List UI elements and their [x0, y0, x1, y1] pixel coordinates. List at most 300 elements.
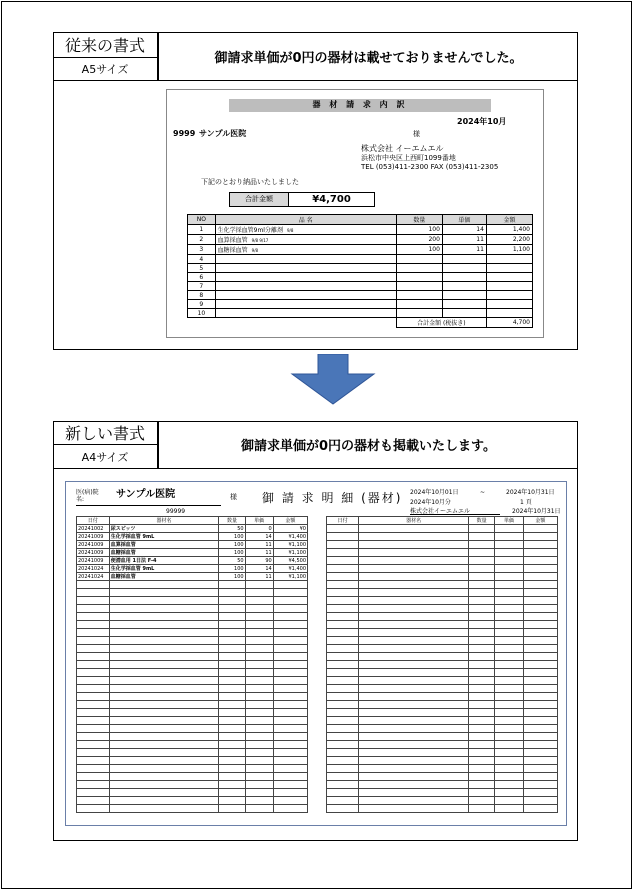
new-right-cell — [327, 525, 359, 533]
new-right-cell — [495, 765, 523, 773]
old-table-row — [188, 235, 533, 245]
new-right-cell — [468, 605, 494, 613]
new-left-table-row — [77, 693, 308, 701]
new-left-cell-date — [77, 757, 110, 765]
new-left-table-row — [77, 597, 308, 605]
new-right-cell — [468, 685, 494, 693]
new-right-cell — [495, 613, 523, 621]
new-items-table-right — [326, 516, 558, 813]
new-left-cell-name — [109, 749, 219, 757]
new-left-cell-name — [109, 805, 219, 813]
new-left-cell-price — [245, 741, 273, 749]
new-right-cell — [523, 605, 557, 613]
old-table-row — [188, 245, 533, 255]
old-subtotal-value: 4,700 — [486, 318, 532, 328]
new-right-cell — [495, 573, 523, 581]
new-right-cell — [327, 573, 359, 581]
new-left-cell-date — [77, 597, 110, 605]
new-right-cell — [468, 589, 494, 597]
new-left-cell-price — [245, 757, 273, 765]
new-left-cell-qty: 100 — [219, 533, 245, 541]
new-left-cell-price — [245, 805, 273, 813]
new-left-cell-date — [77, 805, 110, 813]
new-doc-title: 御 請 求 明 細 (器材) — [262, 491, 403, 505]
old-cell-qty: 100 — [396, 245, 442, 255]
new-left-cell-amount — [273, 765, 307, 773]
new-right-cell — [495, 605, 523, 613]
down-arrow-icon — [290, 354, 376, 406]
old-client-name: サンプル医院 — [199, 129, 247, 138]
new-left-cell-amount — [273, 749, 307, 757]
new-right-cell — [327, 669, 359, 677]
new-right-cell — [468, 597, 494, 605]
new-right-cell — [495, 637, 523, 645]
new-right-cell — [495, 549, 523, 557]
new-left-table-row — [77, 589, 308, 597]
new-left-table-row — [77, 685, 308, 693]
old-format-divider — [53, 80, 578, 81]
new-right-cell — [359, 757, 469, 765]
new-right-table-row — [327, 581, 558, 589]
old-company: 株式会社 イーエムエル — [361, 144, 444, 153]
new-left-cell-qty — [219, 757, 245, 765]
new-left-header — [77, 517, 308, 525]
new-left-cell-name — [109, 733, 219, 741]
new-right-cell — [523, 637, 557, 645]
new-left-cell-name — [109, 685, 219, 693]
new-left-cell-name — [109, 653, 219, 661]
new-right-cell — [468, 637, 494, 645]
new-right-cell — [327, 677, 359, 685]
new-right-cell — [327, 773, 359, 781]
new-left-cell-qty — [219, 653, 245, 661]
old-address: 浜松市中央区上西町1099番地 — [361, 154, 456, 162]
new-left-cell-amount — [273, 781, 307, 789]
new-left-cell-date — [77, 765, 110, 773]
new-left-table-row — [77, 669, 308, 677]
old-table-row — [188, 273, 533, 282]
new-right-table-row — [327, 653, 558, 661]
new-format-message: 御請求単価が0円の器材も掲載いたします。 — [158, 421, 578, 468]
new-right-table-row — [327, 733, 558, 741]
new-left-cell-name — [109, 725, 219, 733]
new-left-cell-name — [109, 693, 219, 701]
new-left-table-row — [77, 781, 308, 789]
new-left-table-row — [77, 789, 308, 797]
new-right-table-row — [327, 557, 558, 565]
new-left-cell-price — [245, 677, 273, 685]
new-company-underline — [410, 514, 500, 515]
new-left-cell-date — [77, 725, 110, 733]
new-right-cell — [468, 565, 494, 573]
new-left-table-row — [77, 773, 308, 781]
new-right-cell — [359, 565, 469, 573]
new-left-cell-price — [245, 589, 273, 597]
new-right-cell — [327, 749, 359, 757]
new-left-cell-date — [77, 653, 110, 661]
new-right-cell — [327, 757, 359, 765]
new-left-col-name: 器材名 — [109, 517, 219, 525]
old-tel-fax: TEL (053)411-2300 FAX (053)411-2305 — [361, 163, 499, 171]
new-right-cell — [327, 605, 359, 613]
old-cell-name — [215, 300, 396, 309]
new-right-cell — [327, 701, 359, 709]
new-right-table-row — [327, 549, 558, 557]
new-right-cell — [327, 597, 359, 605]
new-items-table-left — [76, 516, 308, 813]
new-right-table-row — [327, 669, 558, 677]
new-right-cell — [359, 645, 469, 653]
new-right-cell — [523, 629, 557, 637]
new-left-table-row — [77, 749, 308, 757]
new-right-col-price: 単価 — [495, 517, 523, 525]
new-left-cell-amount — [273, 741, 307, 749]
new-left-cell-amount — [273, 637, 307, 645]
old-cell-name — [215, 225, 396, 235]
new-right-cell — [468, 581, 494, 589]
old-total-value: ¥4,700 — [312, 193, 351, 205]
old-cell-price: 11 — [442, 235, 486, 245]
new-right-table-row — [327, 573, 558, 581]
new-right-cell — [523, 581, 557, 589]
old-cell-amount — [486, 291, 532, 300]
new-right-cell — [468, 725, 494, 733]
new-right-cell — [359, 765, 469, 773]
new-right-cell — [327, 717, 359, 725]
new-left-cell-price: 90 — [245, 557, 273, 565]
new-right-table-row — [327, 589, 558, 597]
new-company: 株式会社イーエムエル — [410, 508, 471, 515]
old-cell-name — [215, 264, 396, 273]
new-right-cell — [495, 685, 523, 693]
new-right-table-row — [327, 533, 558, 541]
new-period-start: 2024年10月01日 — [410, 489, 459, 496]
old-cell-amount: 2,200 — [486, 235, 532, 245]
new-left-cell-qty — [219, 701, 245, 709]
new-right-cell — [495, 597, 523, 605]
old-subtotal-row — [188, 318, 533, 328]
new-left-cell-qty — [219, 773, 245, 781]
new-left-cell-amount — [273, 581, 307, 589]
new-right-cell — [359, 613, 469, 621]
new-left-cell-price — [245, 629, 273, 637]
new-left-cell-date — [77, 613, 110, 621]
old-table-row — [188, 291, 533, 300]
new-left-cell-amount — [273, 653, 307, 661]
new-left-cell-name — [109, 781, 219, 789]
new-left-table-row — [77, 701, 308, 709]
new-left-cell-date — [77, 637, 110, 645]
new-right-cell — [468, 701, 494, 709]
new-left-cell-price — [245, 749, 273, 757]
new-left-cell-price — [245, 733, 273, 741]
old-cell-qty — [396, 300, 442, 309]
new-right-cell — [359, 661, 469, 669]
new-left-cell-name: 血算採血管 — [109, 541, 219, 549]
new-right-cell — [468, 717, 494, 725]
new-right-cell — [468, 557, 494, 565]
new-right-table-row — [327, 605, 558, 613]
new-right-cell — [359, 741, 469, 749]
new-left-table-row — [77, 741, 308, 749]
new-right-cell — [327, 805, 359, 813]
new-left-cell-name — [109, 589, 219, 597]
new-right-cell — [523, 725, 557, 733]
new-left-cell-name — [109, 789, 219, 797]
old-format-size-label: A5サイズ — [53, 58, 158, 80]
old-cell-amount — [486, 273, 532, 282]
new-left-cell-name — [109, 677, 219, 685]
new-right-cell — [523, 781, 557, 789]
old-cell-no: 7 — [188, 282, 216, 291]
new-left-cell-name: 尿スピッツ — [109, 525, 219, 533]
new-left-cell-date — [77, 581, 110, 589]
new-right-cell — [327, 557, 359, 565]
old-col-qty: 数量 — [396, 215, 442, 225]
new-left-cell-name — [109, 717, 219, 725]
new-right-cell — [523, 613, 557, 621]
new-right-col-date: 日付 — [327, 517, 359, 525]
new-left-cell-amount: ¥1,100 — [273, 541, 307, 549]
new-left-cell-qty: 100 — [219, 573, 245, 581]
new-right-cell — [495, 789, 523, 797]
new-left-cell-amount — [273, 805, 307, 813]
new-left-cell-date — [77, 709, 110, 717]
new-right-cell — [359, 781, 469, 789]
new-left-cell-amount — [273, 773, 307, 781]
new-left-cell-qty — [219, 581, 245, 589]
new-left-table-row — [77, 565, 308, 573]
new-left-cell-name: 生化学採血管 9mL — [109, 533, 219, 541]
old-cell-name — [215, 273, 396, 282]
old-cell-price — [442, 300, 486, 309]
new-left-table-row — [77, 805, 308, 813]
new-right-table-row — [327, 613, 558, 621]
new-right-cell — [495, 669, 523, 677]
new-left-cell-amount — [273, 685, 307, 693]
old-cell-price — [442, 309, 486, 318]
new-right-cell — [495, 589, 523, 597]
new-right-cell — [327, 645, 359, 653]
new-left-cell-name: 生化学採血管 9mL — [109, 565, 219, 573]
new-right-cell — [495, 709, 523, 717]
new-right-cell — [468, 789, 494, 797]
new-left-cell-date — [77, 621, 110, 629]
old-cell-no: 10 — [188, 309, 216, 318]
new-right-cell — [523, 765, 557, 773]
new-right-cell — [523, 789, 557, 797]
new-left-table-row — [77, 709, 308, 717]
new-right-cell — [359, 549, 469, 557]
new-left-cell-date — [77, 749, 110, 757]
new-left-cell-date — [77, 693, 110, 701]
new-left-cell-qty: 100 — [219, 549, 245, 557]
new-left-cell-amount: ¥1,100 — [273, 573, 307, 581]
new-left-cell-name: 血糖採血管 — [109, 573, 219, 581]
new-right-cell — [359, 581, 469, 589]
new-left-table-row — [77, 645, 308, 653]
new-right-cell — [523, 709, 557, 717]
new-left-cell-price — [245, 661, 273, 669]
new-left-cell-qty — [219, 637, 245, 645]
new-right-table-row — [327, 709, 558, 717]
new-left-cell-price — [245, 653, 273, 661]
new-right-table-row — [327, 797, 558, 805]
new-left-cell-date — [77, 789, 110, 797]
old-cell-amount — [486, 300, 532, 309]
new-left-cell-name — [109, 637, 219, 645]
new-left-col-price: 単価 — [245, 517, 273, 525]
new-left-cell-name — [109, 701, 219, 709]
new-left-cell-date: 20241009 — [77, 533, 110, 541]
new-right-table-row — [327, 629, 558, 637]
old-table-row — [188, 264, 533, 273]
new-left-cell-qty: 50 — [219, 525, 245, 533]
old-cell-amount: 1,100 — [486, 245, 532, 255]
new-right-table-row — [327, 685, 558, 693]
new-left-cell-price: 14 — [245, 533, 273, 541]
new-right-table-row — [327, 677, 558, 685]
new-right-cell — [468, 709, 494, 717]
new-right-cell — [359, 685, 469, 693]
new-left-cell-qty — [219, 645, 245, 653]
new-right-cell — [327, 789, 359, 797]
new-right-cell — [523, 565, 557, 573]
new-left-cell-price — [245, 605, 273, 613]
old-cell-qty — [396, 282, 442, 291]
new-right-table-row — [327, 637, 558, 645]
new-right-cell — [523, 541, 557, 549]
new-honorific: 様 — [230, 493, 237, 501]
new-right-cell — [523, 669, 557, 677]
new-right-cell — [468, 757, 494, 765]
new-left-cell-price — [245, 613, 273, 621]
new-left-cell-date — [77, 645, 110, 653]
new-right-cell — [359, 589, 469, 597]
new-right-cell — [468, 765, 494, 773]
new-right-cell — [327, 733, 359, 741]
new-left-cell-price — [245, 717, 273, 725]
old-cell-amount — [486, 255, 532, 264]
new-right-cell — [495, 557, 523, 565]
new-left-cell-price — [245, 725, 273, 733]
new-right-col-name: 器材名 — [359, 517, 469, 525]
new-right-cell — [327, 541, 359, 549]
new-left-cell-date — [77, 629, 110, 637]
new-left-cell-qty — [219, 789, 245, 797]
new-left-cell-amount — [273, 709, 307, 717]
new-client-code: 99999 — [166, 508, 186, 515]
new-left-cell-date: 20241009 — [77, 557, 110, 565]
new-left-cell-amount: ¥4,500 — [273, 557, 307, 565]
new-page-number: 1 頁 — [520, 499, 532, 506]
new-right-cell — [523, 685, 557, 693]
new-right-cell — [468, 573, 494, 581]
new-right-cell — [468, 661, 494, 669]
new-right-cell — [495, 797, 523, 805]
old-items-table — [187, 214, 533, 328]
new-left-cell-price — [245, 685, 273, 693]
new-left-cell-date — [77, 741, 110, 749]
old-cell-no: 1 — [188, 225, 216, 235]
new-left-table-row — [77, 613, 308, 621]
old-item-spec: 9/8 — [251, 248, 259, 253]
old-total-label: 合計金額 — [230, 193, 289, 206]
new-right-cell — [359, 789, 469, 797]
new-right-cell — [359, 629, 469, 637]
new-right-cell — [523, 741, 557, 749]
new-right-cell — [359, 525, 469, 533]
new-left-cell-amount — [273, 621, 307, 629]
new-left-cell-price — [245, 789, 273, 797]
new-right-header — [327, 517, 558, 525]
new-right-cell — [327, 661, 359, 669]
new-left-table-row — [77, 757, 308, 765]
new-right-cell — [523, 645, 557, 653]
old-cell-no: 6 — [188, 273, 216, 282]
new-format-divider — [53, 468, 578, 469]
new-left-cell-date — [77, 685, 110, 693]
new-left-cell-price: 11 — [245, 541, 273, 549]
new-right-cell — [523, 733, 557, 741]
new-right-cell — [468, 797, 494, 805]
new-left-cell-qty — [219, 709, 245, 717]
new-right-cell — [327, 797, 359, 805]
new-left-cell-qty — [219, 613, 245, 621]
new-left-cell-price — [245, 797, 273, 805]
new-left-cell-price — [245, 669, 273, 677]
new-right-cell — [468, 741, 494, 749]
new-left-cell-name — [109, 709, 219, 717]
new-right-cell — [523, 661, 557, 669]
new-right-cell — [359, 637, 469, 645]
new-right-cell — [495, 533, 523, 541]
new-right-cell — [359, 701, 469, 709]
new-month: 2024年10月分 — [410, 499, 451, 506]
new-right-cell — [327, 693, 359, 701]
new-right-cell — [327, 621, 359, 629]
old-cell-name — [215, 291, 396, 300]
new-left-cell-name: 便潜血用 1日法 F-4 — [109, 557, 219, 565]
new-left-col-date: 日付 — [77, 517, 110, 525]
new-right-cell — [359, 733, 469, 741]
new-left-cell-amount — [273, 717, 307, 725]
new-left-cell-price: 11 — [245, 573, 273, 581]
new-right-cell — [523, 533, 557, 541]
old-cell-price — [442, 255, 486, 264]
new-client-prefix: 医(病)院名: — [76, 489, 99, 503]
new-left-cell-price: 14 — [245, 565, 273, 573]
new-right-cell — [468, 613, 494, 621]
new-right-cell — [359, 541, 469, 549]
new-left-cell-qty: 100 — [219, 541, 245, 549]
new-right-cell — [523, 525, 557, 533]
new-right-cell — [523, 573, 557, 581]
old-cell-no: 3 — [188, 245, 216, 255]
new-right-cell — [495, 693, 523, 701]
new-left-cell-amount — [273, 605, 307, 613]
new-left-table-row — [77, 621, 308, 629]
new-right-cell — [468, 645, 494, 653]
new-left-cell-qty — [219, 725, 245, 733]
new-left-cell-date: 20241009 — [77, 549, 110, 557]
new-right-cell — [359, 621, 469, 629]
new-left-cell-name — [109, 645, 219, 653]
new-left-table-row — [77, 661, 308, 669]
old-table-row — [188, 282, 533, 291]
new-right-cell — [495, 661, 523, 669]
new-period-end: 2024年10月31日 — [506, 489, 555, 496]
